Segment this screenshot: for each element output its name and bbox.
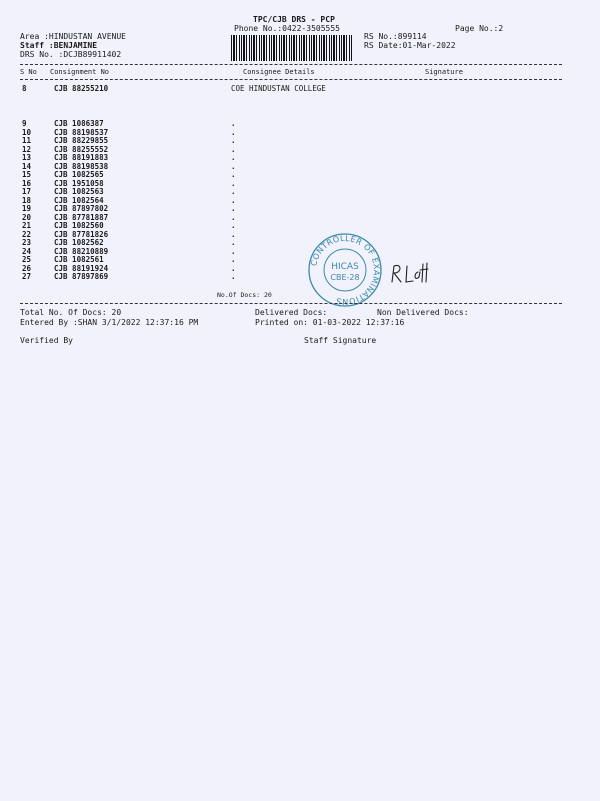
row-sno: 25 bbox=[22, 255, 32, 264]
col-header-sno: S No bbox=[20, 68, 37, 76]
row-sno: 19 bbox=[22, 204, 32, 213]
handwritten-signature bbox=[388, 258, 432, 286]
row-sno: 20 bbox=[22, 212, 32, 222]
controller-stamp bbox=[307, 232, 383, 308]
delivered-docs: Delivered Docs: bbox=[255, 308, 328, 317]
divider-top bbox=[20, 64, 562, 65]
phone-number: Phone No.:0422-3505555 bbox=[234, 24, 340, 33]
col-header-consignment: Consignment No bbox=[50, 68, 110, 76]
row-consignment: CJB 1082564 bbox=[54, 195, 104, 205]
page-number: Page No.:2 bbox=[455, 24, 504, 33]
rs-date: RS Date:01-Mar-2022 bbox=[364, 41, 456, 50]
row-dot: . bbox=[231, 195, 236, 205]
row-dot: . bbox=[231, 127, 236, 137]
row-consignment: CJB 88255552 bbox=[54, 144, 109, 154]
row-sno: 26 bbox=[22, 263, 32, 273]
row-consignment: CJB 1082562 bbox=[54, 238, 104, 247]
row-sno: 16 bbox=[22, 178, 32, 188]
rs-number: RS No.:899114 bbox=[364, 32, 427, 41]
row-sno: 9 bbox=[22, 119, 27, 128]
stamp-line2: CBE-28 bbox=[330, 273, 360, 282]
row-sno: 18 bbox=[22, 195, 32, 205]
row-dot: . bbox=[231, 187, 236, 196]
stamp-ring-text: CONTROLLER OF EXAMINATIONS bbox=[309, 233, 382, 307]
row-dot: . bbox=[231, 263, 236, 273]
row-dot: . bbox=[231, 170, 236, 179]
entered-by: Entered By :SHAN 3/1/2022 12:37:16 PM bbox=[20, 318, 199, 327]
divider-header bbox=[20, 79, 562, 80]
row-consignment: CJB 88198537 bbox=[54, 127, 109, 137]
row-dot: . bbox=[231, 246, 236, 256]
row-consignment: CJB 1082561 bbox=[54, 255, 104, 264]
row-dot: . bbox=[231, 212, 236, 222]
row-consignment: CJB 87897869 bbox=[54, 272, 109, 281]
row-sno: 15 bbox=[22, 170, 32, 179]
row-consignment: CJB 88229855 bbox=[54, 136, 109, 145]
row-dot: . bbox=[231, 161, 236, 171]
non-delivered-docs: Non Delivered Docs: bbox=[377, 308, 469, 317]
row-sno: 22 bbox=[22, 229, 32, 239]
divider-footer bbox=[20, 303, 562, 304]
row-consignee: COE HINDUSTAN COLLEGE bbox=[231, 84, 326, 93]
col-header-signature: Signature bbox=[425, 68, 463, 76]
table-row bbox=[0, 272, 600, 281]
row-consignment: CJB 1082565 bbox=[54, 170, 104, 179]
col-header-consignee: Consignee Details bbox=[243, 68, 315, 76]
staff-signature: Staff Signature bbox=[304, 336, 377, 345]
row-consignment: CJB 88198538 bbox=[54, 161, 109, 171]
row-consignment: CJB 87781887 bbox=[54, 212, 109, 222]
drs-number: DRS No. :DCJB89911402 bbox=[20, 50, 122, 59]
row-sno: 11 bbox=[22, 136, 32, 145]
row-consignment: CJB 88210889 bbox=[54, 246, 109, 256]
row-dot: . bbox=[231, 136, 236, 145]
barcode bbox=[231, 35, 353, 61]
row-consignment: CJB 1082560 bbox=[54, 221, 104, 230]
document-title: TPC/CJB DRS - PCP bbox=[253, 15, 335, 24]
row-dot: . bbox=[231, 119, 236, 128]
row-dot: . bbox=[231, 221, 236, 230]
row-consignment: CJB 1951058 bbox=[54, 178, 104, 188]
stamp-line1: HICAS bbox=[331, 262, 359, 272]
row-sno: 24 bbox=[22, 246, 32, 256]
row-sno: 12 bbox=[22, 144, 32, 154]
verified-by: Verified By bbox=[20, 336, 73, 345]
row-sno: 13 bbox=[22, 153, 32, 162]
row-consignment: CJB 87781826 bbox=[54, 229, 109, 239]
row-sno: 10 bbox=[22, 127, 32, 137]
no-of-docs: No.Of Docs: 20 bbox=[217, 291, 272, 299]
row-consignment: CJB 1086387 bbox=[54, 119, 104, 128]
row-dot: . bbox=[231, 178, 236, 188]
row-consignment: CJB 87897802 bbox=[54, 204, 109, 213]
row-consignment: CJB 88191924 bbox=[54, 263, 109, 273]
table-row bbox=[0, 84, 600, 93]
row-dot: . bbox=[231, 153, 236, 162]
row-dot: . bbox=[231, 238, 236, 247]
staff-label: Staff :BENJAMINE bbox=[20, 41, 98, 50]
row-sno: 17 bbox=[22, 187, 32, 196]
row-sno: 8 bbox=[22, 84, 27, 93]
row-sno: 27 bbox=[22, 272, 32, 281]
row-consignment: CJB 88191883 bbox=[54, 153, 109, 162]
row-dot: . bbox=[231, 255, 236, 264]
row-consignment: CJB 88255210 bbox=[54, 84, 109, 93]
row-dot: . bbox=[231, 229, 236, 239]
printed-on: Printed on: 01-03-2022 12:37:16 bbox=[255, 318, 405, 327]
total-docs: Total No. Of Docs: 20 bbox=[20, 308, 122, 317]
row-consignment: CJB 1082563 bbox=[54, 187, 104, 196]
row-dot: . bbox=[231, 272, 236, 281]
row-dot: . bbox=[231, 204, 236, 213]
row-dot: . bbox=[231, 144, 236, 154]
row-sno: 14 bbox=[22, 161, 32, 171]
row-sno: 23 bbox=[22, 238, 32, 247]
area-label: Area :HINDUSTAN AVENUE bbox=[20, 32, 126, 41]
row-sno: 21 bbox=[22, 221, 32, 230]
